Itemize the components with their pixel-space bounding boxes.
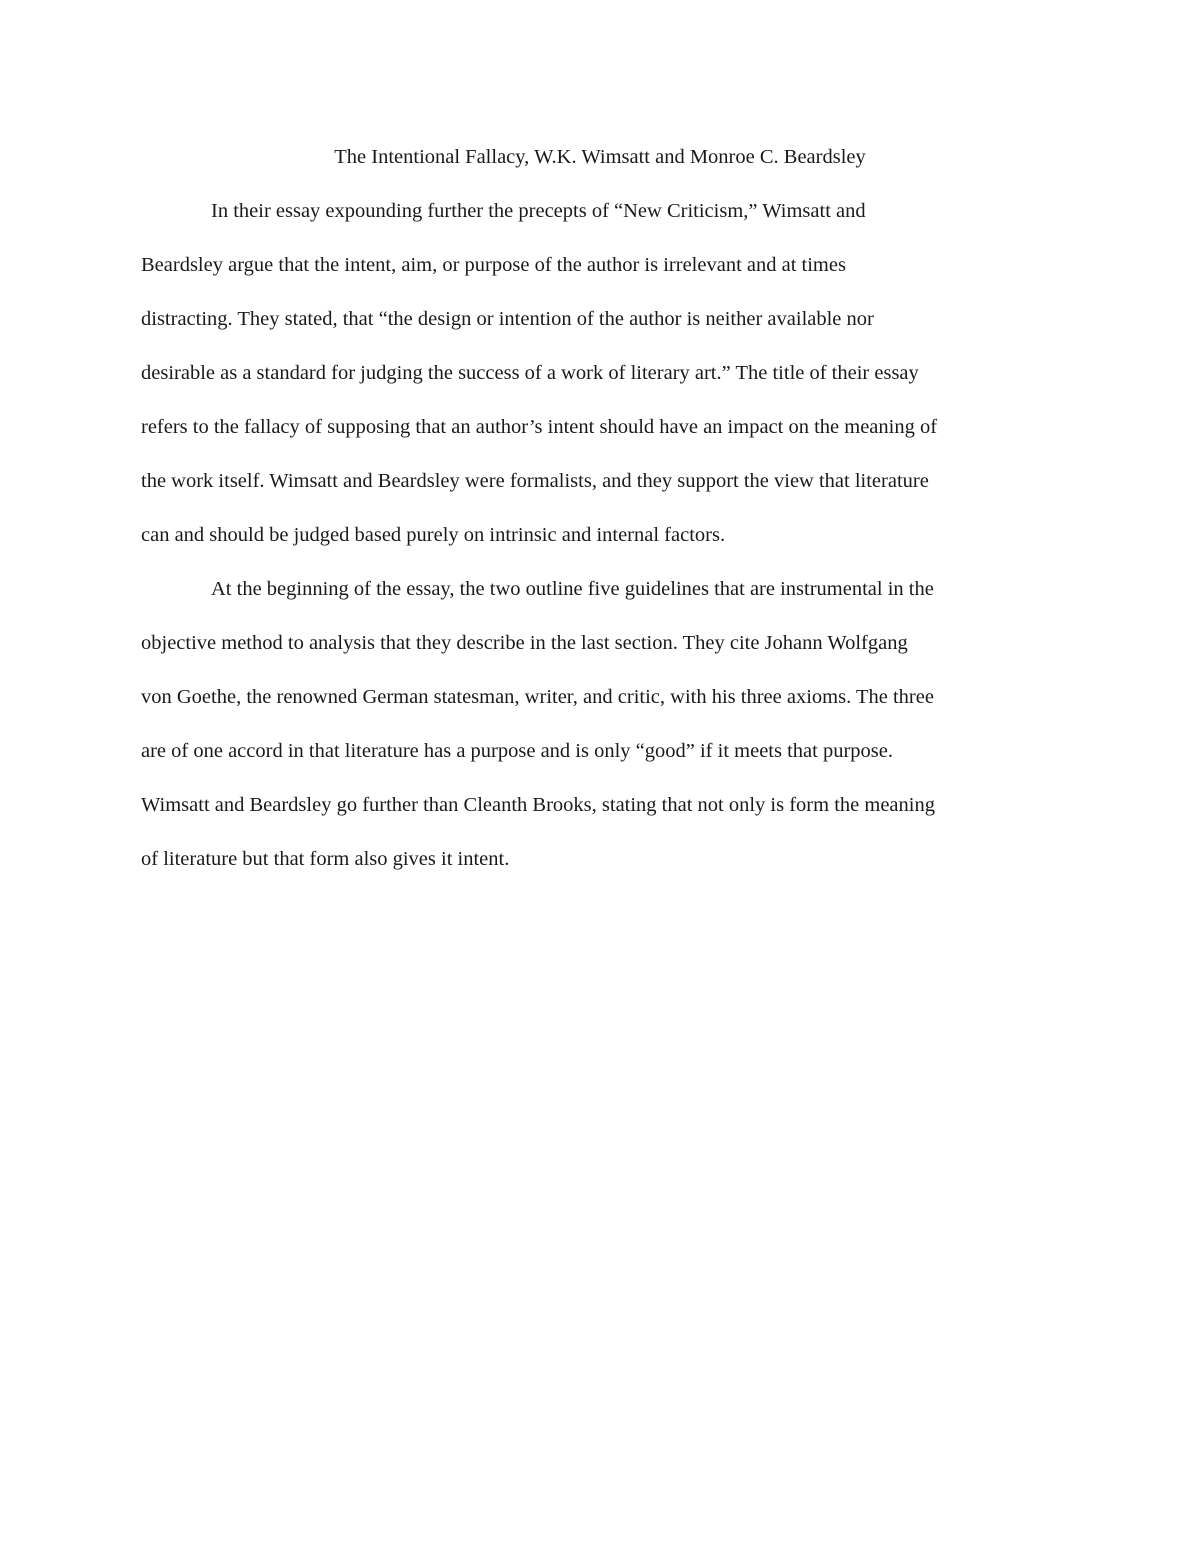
paragraph-2-line-1: At the beginning of the essay, the two outline five guidelines that are instrumental in the [211, 578, 934, 600]
paragraph-2-line-3: von Goethe, the renowned German statesman, writer, and critic, with his three axioms. The three [141, 686, 934, 708]
paragraph-2-line-5: Wimsatt and Beardsley go further than Cleanth Brooks, stating that not only is form the meaning [141, 794, 935, 816]
paragraph-2-line-2: objective method to analysis that they describe in the last section. They cite Johann Wolfgang [141, 632, 908, 654]
paragraph-1-line-2: Beardsley argue that the intent, aim, or purpose of the author is irrelevant and at times [141, 254, 846, 276]
paragraph-2-line-4: are of one accord in that literature has a purpose and is only “good” if it meets that purpose. [141, 740, 893, 762]
document-title: The Intentional Fallacy, W.K. Wimsatt and Monroe C. Beardsley [334, 146, 866, 168]
paragraph-1-line-4: desirable as a standard for judging the success of a work of literary art.” The title of their essay [141, 362, 919, 384]
paragraph-1-line-7: can and should be judged based purely on intrinsic and internal factors. [141, 524, 726, 546]
paragraph-2-line-6: of literature but that form also gives it intent. [141, 848, 510, 870]
paragraph-1-line-5: refers to the fallacy of supposing that an author’s intent should have an impact on the meaning of [141, 416, 938, 438]
paragraph-1-line-1: In their essay expounding further the precepts of “New Criticism,” Wimsatt and [211, 200, 866, 222]
paragraph-1-line-6: the work itself. Wimsatt and Beardsley were formalists, and they support the view that literature [141, 470, 929, 492]
paragraph-1-line-3: distracting. They stated, that “the design or intention of the author is neither available nor [141, 308, 874, 330]
